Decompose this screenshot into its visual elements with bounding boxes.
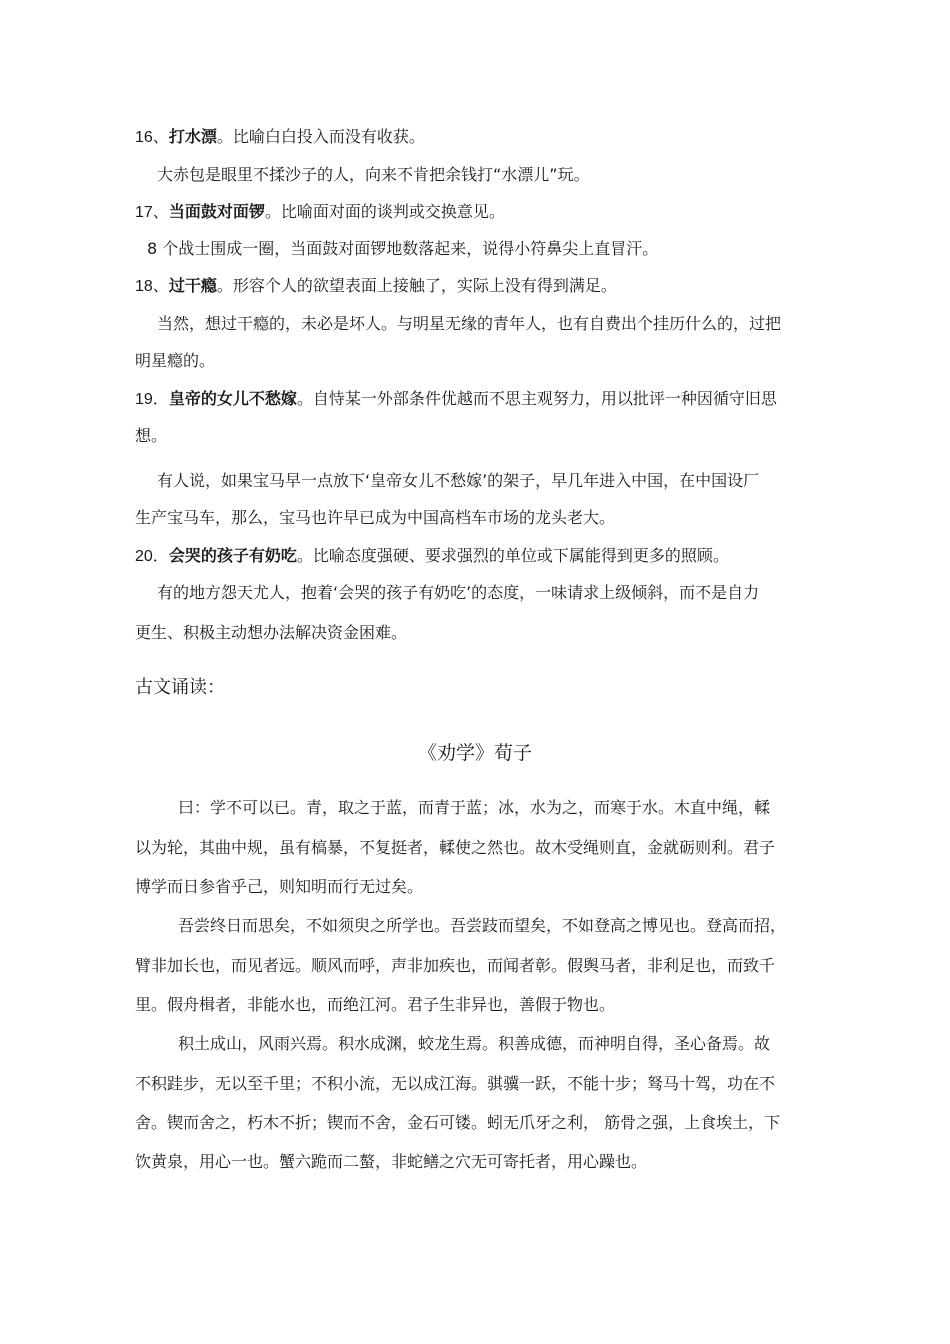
idiom-definition: 。比喻白白投入而没有收获。 [216, 127, 425, 146]
idiom-17-heading [135, 202, 505, 223]
essay-paragraph-3-line-4: 饮黄泉，用心一也。蟹六跪而二螯，非蛇鳝之穴无可寄托者，用心躁也。 [135, 1152, 648, 1171]
idiom-19-example-line-2: 生产宝马车，那么，宝马也许早已成为中国高档车市场的龙头老大。 [135, 508, 616, 527]
idiom-18-example-line-1: 当然，想过干瘾的，未必是坏人。与明星无缘的青年人，也有自费出个挂历什么的，过把 [157, 314, 782, 333]
idiom-19-definition-cont: 想。 [135, 426, 168, 445]
idiom-term: 打水漂 [168, 127, 217, 146]
idiom-18-heading [135, 276, 617, 297]
essay-paragraph-2-line-1: 吾尝终日而思矣，不如须臾之所学也。吾尝跂而望矣，不如登高之博见也。登高而招， [178, 916, 787, 935]
idiom-16-heading [135, 127, 425, 148]
idiom-16-example: 大赤包是眼里不揉沙子的人，向来不肯把余钱打“水漂儿”玩。 [157, 165, 590, 184]
idiom-19-example-line-1: 有人说，如果宝马早一点放下‘皇帝女儿不愁嫁’的架子，早几年进入中国，在中国设厂 [157, 471, 760, 490]
essay-paragraph-2-line-2: 臂非加长也，而见者远。顺风而呼，声非加疾也，而闻者彰。假舆马者，非利足也，而致千 [135, 956, 776, 975]
idiom-20-heading [135, 546, 729, 567]
idiom-20-example-line-1: 有的地方怨天尤人，抱着‘会哭的孩子有奶吃’的态度，一味请求上级倾斜，而不是自力 [157, 583, 760, 602]
essay-paragraph-3-line-2: 不积跬步，无以至千里；不积小流，无以成江海。骐骥一跃，不能十步；驽马十驾，功在不 [135, 1074, 776, 1093]
essay-paragraph-1-line-1: 曰：学不可以已。青，取之于蓝，而青于蓝；冰，水为之，而寒于水。木直中绳，輮 [178, 798, 771, 817]
essay-paragraph-3-line-1: 积土成山，风雨兴焉。积水成渊，蛟龙生焉。积善成德，而神明自得，圣心备焉。故 [178, 1034, 771, 1053]
idiom-17-example: 8 个战士围成一圈，当面鼓对面锣地数落起来，说得小符鼻尖上直冒汗。 [147, 239, 659, 258]
idiom-20-example-line-2: 更生、积极主动想办法解决资金困难。 [135, 623, 408, 642]
idiom-number: 16、 [135, 129, 169, 146]
essay-paragraph-2-line-3: 里。假舟楫者，非能水也，而绝江河。君子生非异也，善假于物也。 [135, 995, 616, 1014]
idiom-term: 过干瘾 [168, 276, 217, 295]
essay-title: 《劝学》荀子 [417, 742, 532, 764]
idiom-definition: 。比喻态度强硬、要求强烈的单位或下属能得到更多的照顾。 [296, 546, 729, 565]
idiom-term: 当面鼓对面锣 [168, 202, 265, 221]
idiom-number: 20． [135, 548, 169, 565]
idiom-number: 19． [135, 391, 169, 408]
idiom-definition: 。比喻面对面的谈判或交换意见。 [264, 202, 505, 221]
idiom-definition: 。自恃某一外部条件优越而不思主观努力，用以批评一种因循守旧思 [296, 389, 777, 408]
idiom-term: 会哭的孩子有奶吃 [168, 546, 297, 565]
idiom-term: 皇帝的女儿不愁嫁 [168, 389, 297, 408]
essay-paragraph-1-line-3: 博学而日参省乎己，则知明而行无过矣。 [135, 877, 424, 896]
idiom-definition: 。形容个人的欲望表面上接触了，实际上没有得到满足。 [216, 276, 617, 295]
section-heading: 古文诵读： [135, 677, 225, 698]
essay-paragraph-1-line-2: 以为轮，其曲中规，虽有槁暴，不复挺者，輮使之然也。故木受绳则直，金就砺则利。君子 [135, 838, 776, 857]
idiom-18-example-line-2: 明星瘾的。 [135, 351, 216, 370]
idiom-number: 17、 [135, 204, 169, 221]
essay-paragraph-3-line-3: 舍。锲而舍之，朽木不折；锲而不舍，金石可镂。蚓无爪牙之利， 筋骨之强，上食埃土，下 [135, 1113, 781, 1132]
idiom-19-heading [135, 389, 777, 410]
idiom-number: 18、 [135, 278, 169, 295]
